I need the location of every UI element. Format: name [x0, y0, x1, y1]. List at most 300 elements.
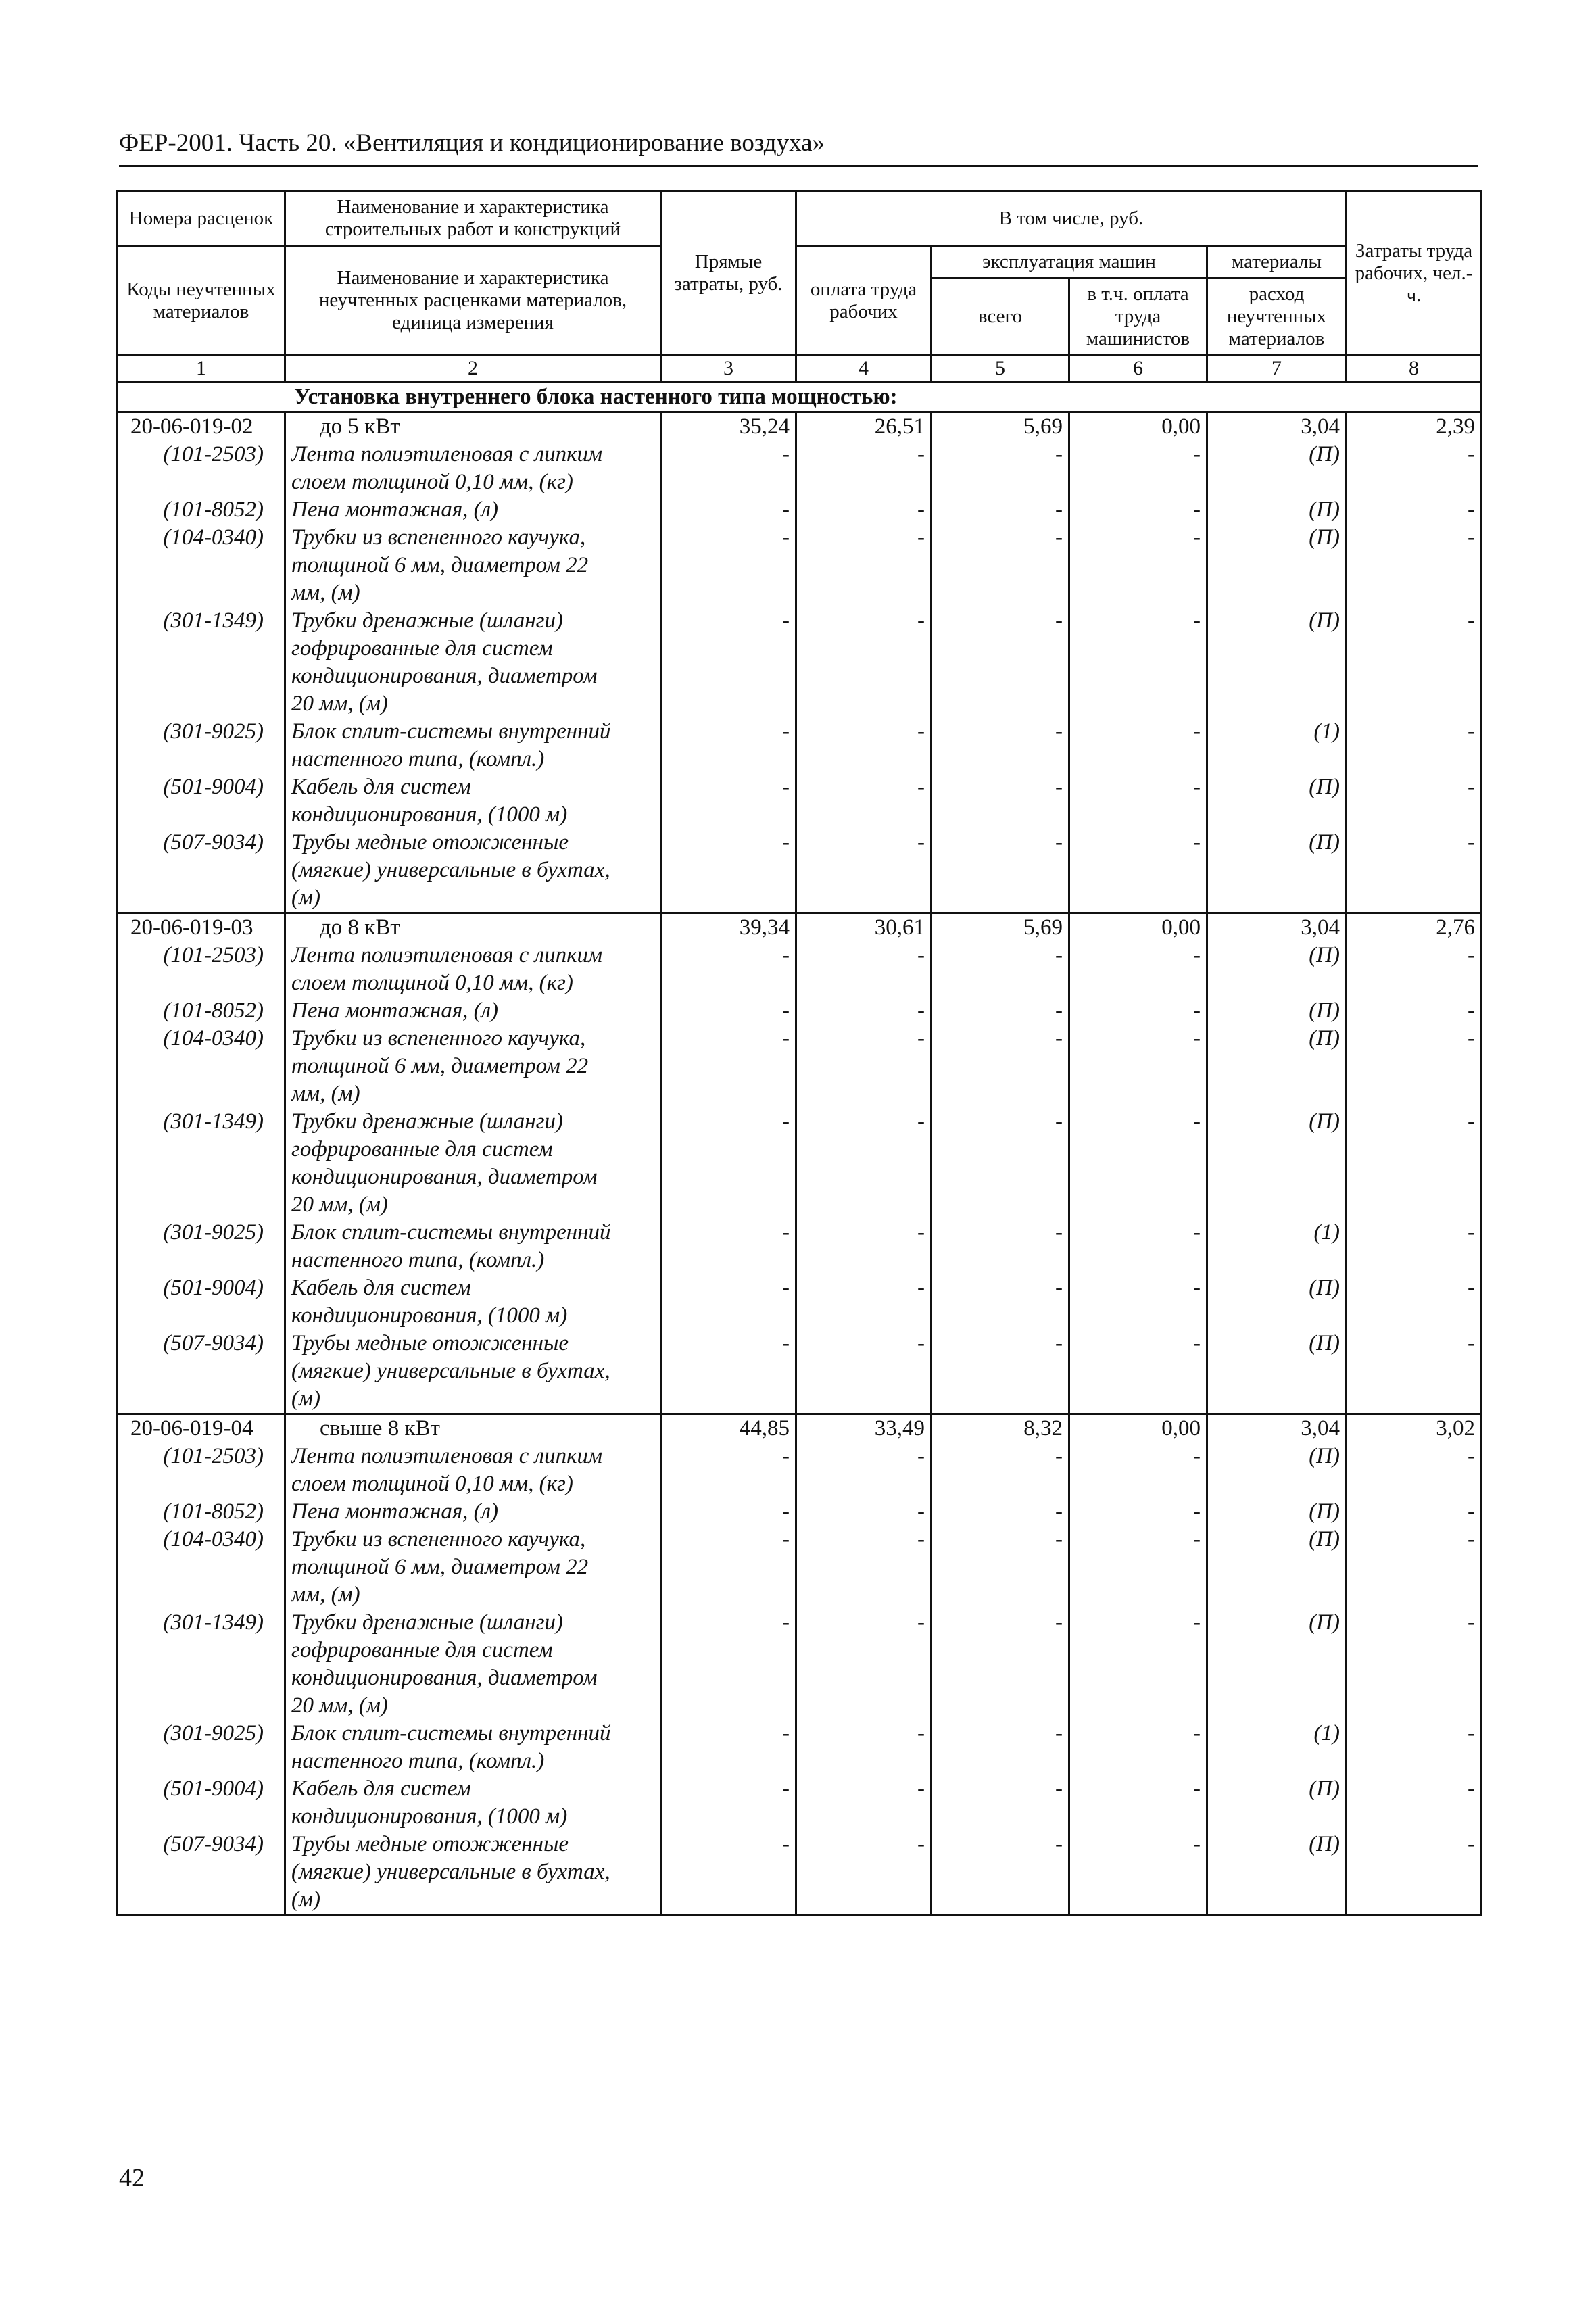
dash-value: - [661, 773, 796, 801]
dash-value [1347, 690, 1482, 718]
material-use-value [1207, 1581, 1347, 1609]
dash-value [932, 1080, 1069, 1108]
material-row [118, 857, 1482, 884]
dash-value: - [661, 1775, 796, 1803]
material-use-value [1207, 884, 1347, 913]
dash-value [1347, 1637, 1482, 1664]
dash-value [1069, 801, 1207, 829]
material-code: (101-8052) [118, 496, 285, 524]
material-code [118, 1886, 285, 1915]
dash-value [932, 884, 1069, 913]
material-code: (301-1349) [118, 607, 285, 635]
material-row [118, 1637, 1482, 1664]
dash-value [1347, 1858, 1482, 1886]
header-material-codes: Коды неучтенных материалов [118, 246, 285, 356]
dash-value: - [796, 607, 932, 635]
material-use-value: (П) [1207, 1498, 1347, 1526]
material-row [118, 1357, 1482, 1385]
material-name-line: Лента полиэтиленовая с липким [285, 1443, 661, 1470]
dash-value [1069, 635, 1207, 662]
material-name-line: слоем толщиной 0,10 мм, (кг) [285, 969, 661, 997]
material-code: (501-9004) [118, 1274, 285, 1302]
column-number: 5 [932, 356, 1069, 382]
wages-value: 26,51 [796, 412, 932, 441]
material-row [118, 1191, 1482, 1219]
material-row [118, 1886, 1482, 1915]
material-row [118, 1470, 1482, 1498]
material-code [118, 1803, 285, 1831]
dash-value: - [796, 1498, 932, 1526]
material-row [118, 1025, 1482, 1053]
material-name-line: кондиционирования, (1000 м) [285, 1803, 661, 1831]
table-body [118, 382, 1482, 1916]
direct-costs-value: 44,85 [661, 1414, 796, 1443]
dash-value [932, 969, 1069, 997]
material-code [118, 1357, 285, 1385]
dash-value: - [932, 1025, 1069, 1053]
dash-value: - [796, 1219, 932, 1247]
dash-value: - [661, 718, 796, 746]
dash-value: - [661, 829, 796, 857]
dash-value [661, 468, 796, 496]
dash-value: - [1347, 773, 1482, 801]
rate-row [118, 913, 1482, 942]
dash-value: - [661, 1219, 796, 1247]
header-direct-costs: Прямые затраты, руб. [661, 191, 796, 356]
material-code: (507-9034) [118, 1831, 285, 1858]
material-use-value: (П) [1207, 1775, 1347, 1803]
dash-value [1347, 1692, 1482, 1720]
material-name-line: Трубы медные отожженные [285, 1330, 661, 1357]
dash-value: - [932, 441, 1069, 468]
material-name-line: (мягкие) универсальные в бухтах, [285, 1357, 661, 1385]
dash-value [1069, 662, 1207, 690]
dash-value [932, 1385, 1069, 1414]
dash-value [1069, 884, 1207, 913]
machines-value: 8,32 [932, 1414, 1069, 1443]
dash-value [1347, 1053, 1482, 1080]
dash-value [661, 1136, 796, 1163]
dash-value [932, 857, 1069, 884]
dash-value [661, 801, 796, 829]
material-name-line: Кабель для систем [285, 773, 661, 801]
dash-value [661, 1357, 796, 1385]
dash-value: - [1347, 1219, 1482, 1247]
material-use-value [1207, 1664, 1347, 1692]
dash-value [661, 635, 796, 662]
dash-value [1347, 1080, 1482, 1108]
dash-value: - [932, 942, 1069, 969]
material-row [118, 635, 1482, 662]
dash-value [932, 1163, 1069, 1191]
material-name-line: кондиционирования, (1000 м) [285, 1302, 661, 1330]
material-name-line: Трубы медные отожженные [285, 1831, 661, 1858]
dash-value [1347, 1163, 1482, 1191]
rates-table [116, 190, 1482, 1916]
dash-value [661, 690, 796, 718]
material-use-value [1207, 746, 1347, 773]
dash-value [1069, 1136, 1207, 1163]
material-row [118, 1053, 1482, 1080]
materials-value: 3,04 [1207, 412, 1347, 441]
dash-value: - [932, 1330, 1069, 1357]
material-name-line: Блок сплит-системы внутренний [285, 1219, 661, 1247]
material-row [118, 662, 1482, 690]
material-code: (101-8052) [118, 997, 285, 1025]
dash-value: - [796, 496, 932, 524]
material-code [118, 662, 285, 690]
dash-value: - [1069, 1443, 1207, 1470]
dash-value [796, 468, 932, 496]
material-row [118, 1385, 1482, 1414]
dash-value [661, 1692, 796, 1720]
rate-code: 20-06-019-04 [118, 1414, 285, 1443]
material-use-value [1207, 857, 1347, 884]
dash-value: - [932, 1526, 1069, 1553]
dash-value [796, 1163, 932, 1191]
header-machines: эксплуатация машин [932, 246, 1207, 279]
material-code: (501-9004) [118, 1775, 285, 1803]
material-use-value [1207, 1247, 1347, 1274]
material-name-line: Лента полиэтиленовая с липким [285, 942, 661, 969]
dash-value: - [932, 773, 1069, 801]
dash-value: - [1069, 1219, 1207, 1247]
dash-value: - [661, 997, 796, 1025]
dash-value [1347, 801, 1482, 829]
dash-value: - [796, 1609, 932, 1637]
material-name-line: толщиной 6 мм, диаметром 22 [285, 1053, 661, 1080]
material-name-line: мм, (м) [285, 579, 661, 607]
material-row [118, 829, 1482, 857]
dash-value: - [932, 1775, 1069, 1803]
section-title: Установка внутреннего блока настенного типа мощностью: [118, 382, 1482, 412]
material-use-value: (П) [1207, 441, 1347, 468]
material-row [118, 718, 1482, 746]
material-use-value [1207, 1553, 1347, 1581]
dash-value [661, 662, 796, 690]
header-labor: Затраты труда рабочих, чел.-ч. [1347, 191, 1482, 356]
material-code [118, 1470, 285, 1498]
dash-value: - [1347, 1831, 1482, 1858]
page-header: ФЕР-2001. Часть 20. «Вентиляция и кондиционирование воздуха» [119, 129, 825, 157]
material-use-value [1207, 1803, 1347, 1831]
material-name-line: слоем толщиной 0,10 мм, (кг) [285, 468, 661, 496]
material-code: (104-0340) [118, 1526, 285, 1553]
dash-value: - [661, 1108, 796, 1136]
material-use-value: (П) [1207, 773, 1347, 801]
material-row [118, 1163, 1482, 1191]
material-row [118, 552, 1482, 579]
dash-value: - [661, 1443, 796, 1470]
dash-value [1069, 690, 1207, 718]
dash-value: - [796, 441, 932, 468]
material-name-line: Трубки из вспененного каучука, [285, 1526, 661, 1553]
dash-value: - [661, 1025, 796, 1053]
dash-value [1069, 1692, 1207, 1720]
material-code [118, 1553, 285, 1581]
material-name-line: (мягкие) универсальные в бухтах, [285, 1858, 661, 1886]
dash-value: - [1347, 1274, 1482, 1302]
dash-value [661, 857, 796, 884]
material-code [118, 1581, 285, 1609]
dash-value: - [796, 997, 932, 1025]
dash-value [1069, 1080, 1207, 1108]
material-row [118, 690, 1482, 718]
dash-value [661, 1664, 796, 1692]
dash-value [661, 746, 796, 773]
table-header [118, 191, 1482, 382]
material-name-line: (м) [285, 1886, 661, 1915]
dash-value: - [1069, 1526, 1207, 1553]
dash-value: - [1347, 718, 1482, 746]
dash-value: - [932, 1609, 1069, 1637]
rate-code: 20-06-019-03 [118, 913, 285, 942]
material-use-value [1207, 801, 1347, 829]
material-name-line: кондиционирования, диаметром [285, 1664, 661, 1692]
materials-value: 3,04 [1207, 1414, 1347, 1443]
dash-value: - [1347, 1443, 1482, 1470]
dash-value [932, 1357, 1069, 1385]
material-code: (301-1349) [118, 1609, 285, 1637]
material-code [118, 552, 285, 579]
dash-value [1347, 884, 1482, 913]
material-row [118, 1581, 1482, 1609]
dash-value: - [1347, 1775, 1482, 1803]
material-name-line: настенного типа, (компл.) [285, 1747, 661, 1775]
material-name-line: Пена монтажная, (л) [285, 496, 661, 524]
material-name-line: Кабель для систем [285, 1775, 661, 1803]
material-code [118, 579, 285, 607]
dash-value [661, 1191, 796, 1219]
dash-value [932, 1470, 1069, 1498]
dash-value [932, 690, 1069, 718]
machinists-value: 0,00 [1069, 1414, 1207, 1443]
dash-value [932, 1664, 1069, 1692]
material-name-line: Блок сплит-системы внутренний [285, 1720, 661, 1747]
dash-value [932, 1886, 1069, 1915]
material-name-line: Трубки дренажные (шланги) [285, 1609, 661, 1637]
dash-value [661, 884, 796, 913]
dash-value [661, 1886, 796, 1915]
material-code [118, 1747, 285, 1775]
material-code: (507-9034) [118, 1330, 285, 1357]
material-name-line: Трубы медные отожженные [285, 829, 661, 857]
dash-value [796, 1385, 932, 1414]
dash-value: - [932, 997, 1069, 1025]
material-use-value: (П) [1207, 607, 1347, 635]
dash-value: - [1347, 1108, 1482, 1136]
dash-value: - [1347, 1025, 1482, 1053]
wages-value: 30,61 [796, 913, 932, 942]
dash-value: - [796, 829, 932, 857]
material-row [118, 1747, 1482, 1775]
dash-value [1069, 857, 1207, 884]
material-use-value [1207, 1191, 1347, 1219]
dash-value: - [1347, 524, 1482, 552]
dash-value: - [1069, 718, 1207, 746]
material-name-line: толщиной 6 мм, диаметром 22 [285, 552, 661, 579]
dash-value [661, 1080, 796, 1108]
dash-value [1069, 1247, 1207, 1274]
dash-value: - [1069, 441, 1207, 468]
material-code [118, 1136, 285, 1163]
material-row [118, 969, 1482, 997]
dash-value: - [1347, 1526, 1482, 1553]
material-name-line: гофрированные для систем [285, 1136, 661, 1163]
material-name-line: 20 мм, (м) [285, 1692, 661, 1720]
dash-value [661, 1747, 796, 1775]
material-use-value: (П) [1207, 829, 1347, 857]
material-name-line: кондиционирования, диаметром [285, 1163, 661, 1191]
dash-value: - [1069, 1775, 1207, 1803]
dash-value [661, 969, 796, 997]
dash-value: - [1069, 1609, 1207, 1637]
dash-value [796, 579, 932, 607]
dash-value [1069, 1747, 1207, 1775]
material-row [118, 1775, 1482, 1803]
dash-value [796, 1553, 932, 1581]
dash-value [1069, 1191, 1207, 1219]
dash-value [1347, 468, 1482, 496]
dash-value: - [661, 1526, 796, 1553]
material-row [118, 524, 1482, 552]
material-code [118, 857, 285, 884]
dash-value [1347, 1136, 1482, 1163]
dash-value [661, 1803, 796, 1831]
rate-name: до 8 кВт [285, 913, 661, 942]
dash-value [932, 1302, 1069, 1330]
dash-value [932, 1247, 1069, 1274]
material-code: (101-2503) [118, 441, 285, 468]
rate-row [118, 412, 1482, 441]
dash-value [796, 1470, 932, 1498]
material-code: (507-9034) [118, 829, 285, 857]
dash-value [796, 1136, 932, 1163]
dash-value [796, 1692, 932, 1720]
dash-value [661, 1470, 796, 1498]
material-code: (501-9004) [118, 773, 285, 801]
material-use-value: (П) [1207, 496, 1347, 524]
material-name-line: кондиционирования, (1000 м) [285, 801, 661, 829]
rate-name: свыше 8 кВт [285, 1414, 661, 1443]
material-use-value: (П) [1207, 1831, 1347, 1858]
dash-value [1347, 1747, 1482, 1775]
column-number: 1 [118, 356, 285, 382]
dash-value [1347, 1302, 1482, 1330]
material-row [118, 496, 1482, 524]
dash-value [796, 884, 932, 913]
dash-value [932, 1136, 1069, 1163]
dash-value: - [1069, 1330, 1207, 1357]
dash-value [1069, 1581, 1207, 1609]
dash-value [932, 1637, 1069, 1664]
dash-value: - [796, 1108, 932, 1136]
dash-value: - [1347, 607, 1482, 635]
material-name-line: (м) [285, 1385, 661, 1414]
material-name-line: Пена монтажная, (л) [285, 1498, 661, 1526]
dash-value [796, 1747, 932, 1775]
material-name-line: 20 мм, (м) [285, 1191, 661, 1219]
dash-value [661, 1858, 796, 1886]
dash-value: - [1069, 942, 1207, 969]
material-row [118, 579, 1482, 607]
material-use-value: (П) [1207, 524, 1347, 552]
dash-value: - [796, 942, 932, 969]
dash-value [932, 1692, 1069, 1720]
dash-value [932, 468, 1069, 496]
dash-value [796, 1858, 932, 1886]
header-rule [119, 165, 1478, 167]
dash-value [796, 1581, 932, 1609]
material-code [118, 746, 285, 773]
dash-value: - [661, 524, 796, 552]
material-code [118, 1080, 285, 1108]
material-code [118, 801, 285, 829]
dash-value [1069, 1664, 1207, 1692]
material-use-value [1207, 1385, 1347, 1414]
dash-value [932, 746, 1069, 773]
material-name-line: Трубки из вспененного каучука, [285, 1025, 661, 1053]
dash-value [661, 552, 796, 579]
dash-value: - [796, 1720, 932, 1747]
dash-value [1347, 746, 1482, 773]
dash-value [1069, 1385, 1207, 1414]
dash-value [1069, 468, 1207, 496]
dash-value [796, 1637, 932, 1664]
dash-value [932, 1858, 1069, 1886]
material-name-line: Трубки дренажные (шланги) [285, 1108, 661, 1136]
material-code: (101-2503) [118, 1443, 285, 1470]
dash-value: - [932, 1831, 1069, 1858]
dash-value: - [661, 1720, 796, 1747]
dash-value: - [1069, 829, 1207, 857]
machines-value: 5,69 [932, 412, 1069, 441]
material-name-line: 20 мм, (м) [285, 690, 661, 718]
dash-value: - [796, 1330, 932, 1357]
dash-value [796, 801, 932, 829]
page-number: 42 [119, 2164, 145, 2192]
materials-value: 3,04 [1207, 913, 1347, 942]
material-name-line: Пена монтажная, (л) [285, 997, 661, 1025]
dash-value [1347, 857, 1482, 884]
dash-value [796, 1302, 932, 1330]
dash-value [1347, 1664, 1482, 1692]
dash-value: - [932, 829, 1069, 857]
dash-value: - [932, 1274, 1069, 1302]
dash-value: - [1069, 1025, 1207, 1053]
dash-value: - [932, 718, 1069, 746]
wages-value: 33,49 [796, 1414, 932, 1443]
dash-value [1347, 1385, 1482, 1414]
material-row [118, 1247, 1482, 1274]
column-number: 7 [1207, 356, 1347, 382]
material-row [118, 1274, 1482, 1302]
dash-value [796, 746, 932, 773]
material-code: (301-9025) [118, 1720, 285, 1747]
column-number: 6 [1069, 356, 1207, 382]
dash-value [932, 552, 1069, 579]
material-row [118, 1302, 1482, 1330]
dash-value [1347, 969, 1482, 997]
material-use-value: (П) [1207, 1025, 1347, 1053]
dash-value: - [796, 773, 932, 801]
material-row [118, 1720, 1482, 1747]
material-use-value: (1) [1207, 1219, 1347, 1247]
dash-value: - [1069, 1831, 1207, 1858]
material-use-value [1207, 1692, 1347, 1720]
dash-value [796, 690, 932, 718]
material-use-value [1207, 1080, 1347, 1108]
